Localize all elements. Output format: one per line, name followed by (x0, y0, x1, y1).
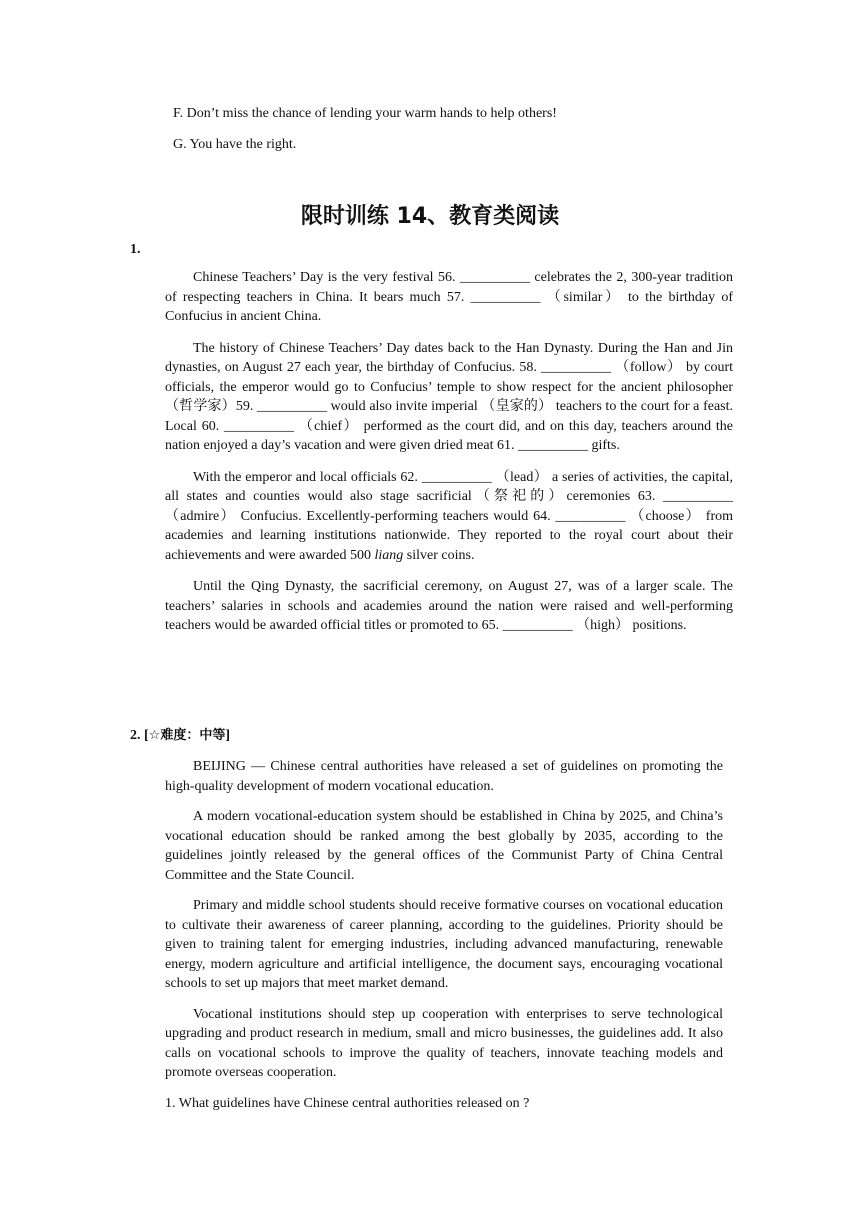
difficulty-label: ☆难度：中等 (148, 728, 226, 743)
question-1-number: 1. (130, 242, 141, 257)
passage-1-paragraph-3-text: With the emperor and local officials 62. __________ （lead） a series of activities, the capital, all states and counties would also stage sacrificial（祭祀的）ceremonies 63. __________ （admire） Confucius. Excellently-performing teachers would 64. __________ （choose） from academies and learning institutions nationwide. They reported to the royal court about their achievements and were awarded 500 (165, 469, 733, 563)
passage-2-paragraph-1: BEIJING — Chinese central authorities have released a set of guidelines on promoting the high-quality development of modern vocational education. (165, 759, 723, 794)
question-2-number: 2. [ (130, 728, 149, 743)
question-2-header (130, 726, 230, 745)
question-2-bracket: ] (225, 728, 230, 743)
passage-1-paragraph-3 (165, 468, 733, 566)
passage-1-paragraph-2: The history of Chinese Teachers’ Day dates back to the Han Dynasty. During the Han and Jin dynasties, on August 27 each year, the birthday of Confucius. 58. __________ （follow） by court officials, the emperor would go to Confucius’ temple to show respect for the ancient philosopher（哲学家）59. __________ would also invite imperial （皇家的） teachers to the court for a feast. Local 60. __________ （chief） performed as the court did, and on this day, teachers around the nation enjoyed a day’s vacation and were given dried meat 61. __________ gifts. (165, 340, 733, 453)
passage-1 (165, 268, 733, 636)
section-title: 限时训练 14、教育类阅读 (300, 204, 560, 229)
passage-1-paragraph-1: Chinese Teachers’ Day is the very festival 56. __________ celebrates the 2, 300-year tradition of respecting teachers in China. It bears much 57. __________ （similar） to the birthday of Confucius in ancient China. (165, 270, 733, 324)
option-g: G. You have the right. (173, 137, 297, 152)
passage-2 (165, 757, 723, 1113)
question-2-1: 1. What guidelines have Chinese central authorities released on ? (165, 1095, 530, 1111)
italic-liang: liang (374, 547, 404, 563)
passage-2-paragraph-2: A modern vocational-education system should be established in China by 2025, and China’s vocational education should be ranked among the best globally by 2035, according to the guidelines jointly released by the general offices of the Communist Party of China Central Committee and the State Council. (165, 809, 723, 883)
passage-1-paragraph-4: Until the Qing Dynasty, the sacrificial ceremony, on August 27, was of a larger scale. The teachers’ salaries in schools and academies around the nation were raised and well-performing teachers would be awarded official titles or promoted to 65. __________ （high） positions. (165, 579, 733, 633)
passage-2-paragraph-3: Primary and middle school students should receive formative courses on vocational education to cultivate their awareness of career planning, according to the guidelines. Priority should be given to training talent for emerging industries, including advanced manufacturing, renewable energy, modern agriculture and artificial intelligence, the document says, encouraging vocational schools to set up majors that meet market demand. (165, 898, 723, 991)
passage-2-paragraph-4: Vocational institutions should step up cooperation with enterprises to serve technological upgrading and product research in medium, small and micro businesses, the guidelines add. It also calls on vocational schools to improve the quality of teachers, innovate teaching models and promote overseas cooperation. (165, 1006, 723, 1080)
passage-1-paragraph-3-end: silver coins. (403, 547, 475, 563)
option-f: F. Don’t miss the chance of lending your warm hands to help others! (173, 106, 557, 121)
